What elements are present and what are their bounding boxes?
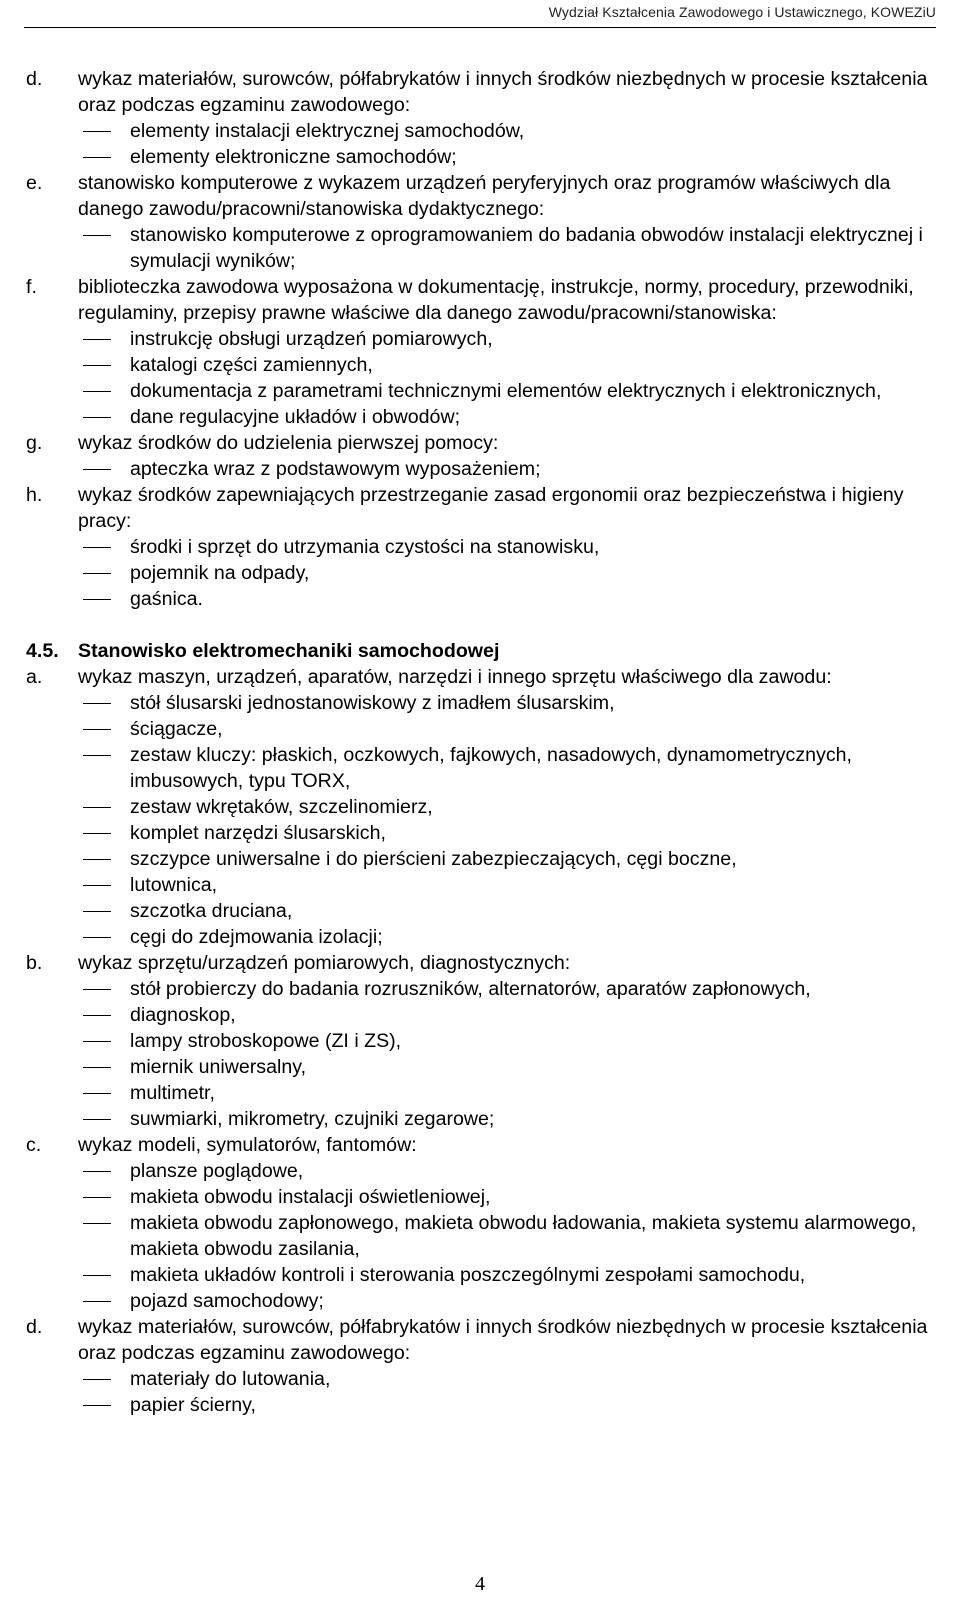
sub-list-item-text: zestaw wkrętaków, szczelinomierz, bbox=[130, 796, 433, 818]
sub-list-item bbox=[78, 456, 940, 482]
list-item-heading bbox=[26, 66, 940, 118]
list-item-text: stanowisko komputerowe z wykazem urządzeń peryferyjnych oraz programów właściwych dla danego zawodu/pracowni/stanowiska dydaktycznego: bbox=[78, 172, 891, 220]
list-item-heading bbox=[26, 482, 940, 534]
dash-bullet bbox=[78, 456, 130, 482]
sub-list-item-text: lutownica, bbox=[130, 874, 218, 896]
sub-list bbox=[78, 976, 940, 1132]
dash-bullet bbox=[78, 1392, 130, 1418]
list-item-marker: e. bbox=[26, 172, 43, 194]
list-item-text: wykaz materiałów, surowców, półfabrykatów i innych środków niezbędnych w procesie kształcenia oraz podczas egzaminu zawodowego: bbox=[78, 1316, 928, 1364]
section-title: Stanowisko elektromechaniki samochodowej bbox=[78, 640, 500, 662]
list-item-text: wykaz środków do udzielenia pierwszej pomocy: bbox=[78, 432, 499, 454]
list-item-heading bbox=[26, 274, 940, 326]
sub-list-item-text: gaśnica. bbox=[130, 588, 203, 610]
sub-list-item-text: stanowisko komputerowe z oprogramowaniem do badania obwodów instalacji elektrycznej i symulacji wyników; bbox=[130, 224, 923, 272]
list-item-text: wykaz maszyn, urządzeń, aparatów, narzędzi i innego sprzętu właściwego dla zawodu: bbox=[78, 666, 832, 688]
sub-list-item bbox=[78, 1366, 940, 1392]
sub-list-item bbox=[78, 690, 940, 716]
sub-list bbox=[78, 118, 940, 170]
list-item-marker: a. bbox=[26, 666, 43, 688]
dash-bullet bbox=[78, 586, 130, 612]
dash-bullet bbox=[78, 924, 130, 950]
sub-list-item-text: elementy instalacji elektrycznej samochodów, bbox=[130, 120, 525, 142]
sub-list-item bbox=[78, 846, 940, 872]
sub-list bbox=[78, 326, 940, 430]
sub-list-item bbox=[78, 742, 940, 794]
sub-list-item bbox=[78, 1106, 940, 1132]
sub-list-item-text: multimetr, bbox=[130, 1082, 215, 1104]
dash-bullet bbox=[78, 976, 130, 1002]
sub-list-item bbox=[78, 872, 940, 898]
dash-bullet bbox=[78, 326, 130, 352]
sub-list-item bbox=[78, 378, 940, 404]
list-item-marker: d. bbox=[26, 68, 43, 90]
dash-bullet bbox=[78, 820, 130, 846]
dash-bullet bbox=[78, 1002, 130, 1028]
sub-list-item bbox=[78, 1392, 940, 1418]
sub-list-item-text: papier ścierny, bbox=[130, 1394, 256, 1416]
dash-bullet bbox=[78, 1158, 130, 1184]
sub-list-item bbox=[78, 1002, 940, 1028]
section-heading bbox=[26, 638, 940, 664]
sub-list-item bbox=[78, 222, 940, 274]
sub-list-item-text: apteczka wraz z podstawowym wyposażeniem; bbox=[130, 458, 541, 480]
list-item-heading bbox=[26, 950, 940, 976]
dash-bullet bbox=[78, 1366, 130, 1392]
list-item-marker: f. bbox=[26, 276, 37, 298]
sub-list-item-text: pojazd samochodowy; bbox=[130, 1290, 324, 1312]
list-item bbox=[26, 1132, 940, 1314]
sub-list-item-text: komplet narzędzi ślusarskich, bbox=[130, 822, 386, 844]
dash-bullet bbox=[78, 118, 130, 144]
list-item bbox=[26, 950, 940, 1132]
sub-list bbox=[78, 690, 940, 950]
sub-list-item bbox=[78, 1288, 940, 1314]
sub-list-item-text: cęgi do zdejmowania izolacji; bbox=[130, 926, 383, 948]
sub-list-item bbox=[78, 924, 940, 950]
list-item bbox=[26, 430, 940, 482]
list-item-text: wykaz modeli, symulatorów, fantomów: bbox=[78, 1134, 417, 1156]
sub-list-item-text: miernik uniwersalny, bbox=[130, 1056, 307, 1078]
sub-list-item bbox=[78, 1210, 940, 1262]
sub-list bbox=[78, 1158, 940, 1314]
sub-list-item bbox=[78, 1184, 940, 1210]
sub-list-item-text: zestaw kluczy: płaskich, oczkowych, fajkowych, nasadowych, dynamometrycznych, imbusowych, typu TORX, bbox=[130, 744, 852, 792]
sub-list-item-text: materiały do lutowania, bbox=[130, 1368, 331, 1390]
dash-bullet bbox=[78, 1028, 130, 1054]
sub-list-item bbox=[78, 118, 940, 144]
list-item-marker: c. bbox=[26, 1134, 42, 1156]
dash-bullet bbox=[78, 222, 130, 274]
sub-list-item bbox=[78, 144, 940, 170]
page-number: 4 bbox=[475, 1573, 485, 1595]
list-item-heading bbox=[26, 1132, 940, 1158]
sub-list-item bbox=[78, 326, 940, 352]
sub-list-item bbox=[78, 1080, 940, 1106]
sub-list-item-text: stół probierczy do badania rozruszników, alternatorów, aparatów zapłonowych, bbox=[130, 978, 811, 1000]
dash-bullet bbox=[78, 352, 130, 378]
sub-list-item bbox=[78, 716, 940, 742]
dash-bullet bbox=[78, 742, 130, 794]
dash-bullet bbox=[78, 534, 130, 560]
list-item-marker: d. bbox=[26, 1316, 43, 1338]
sub-list-item bbox=[78, 534, 940, 560]
sub-list-item bbox=[78, 1054, 940, 1080]
page-content bbox=[26, 66, 940, 1418]
sub-list-item-text: makieta układów kontroli i sterowania poszczególnymi zespołami samochodu, bbox=[130, 1264, 806, 1286]
list-item bbox=[26, 1314, 940, 1418]
list-item bbox=[26, 482, 940, 612]
sub-list bbox=[78, 534, 940, 612]
dash-bullet bbox=[78, 144, 130, 170]
list-section-4-5 bbox=[26, 664, 940, 1418]
section-number: 4.5. bbox=[26, 640, 59, 662]
sub-list-item-text: diagnoskop, bbox=[130, 1004, 236, 1026]
dash-bullet bbox=[78, 846, 130, 872]
sub-list-item-text: instrukcję obsługi urządzeń pomiarowych, bbox=[130, 328, 493, 350]
sub-list bbox=[78, 456, 940, 482]
dash-bullet bbox=[78, 1184, 130, 1210]
sub-list-item-text: szczypce uniwersalne i do pierścieni zabezpieczających, cęgi boczne, bbox=[130, 848, 737, 870]
sub-list-item bbox=[78, 1158, 940, 1184]
dash-bullet bbox=[78, 872, 130, 898]
list-item-heading bbox=[26, 170, 940, 222]
sub-list-item-text: plansze poglądowe, bbox=[130, 1160, 304, 1182]
sub-list-item-text: stół ślusarski jednostanowiskowy z imadłem ślusarskim, bbox=[130, 692, 615, 714]
sub-list-item-text: ściągacze, bbox=[130, 718, 223, 740]
sub-list-item-text: dokumentacja z parametrami technicznymi elementów elektrycznych i elektronicznych, bbox=[130, 380, 882, 402]
list-item-text: wykaz środków zapewniających przestrzeganie zasad ergonomii oraz bezpieczeństwa i higieny pracy: bbox=[78, 484, 904, 532]
sub-list-item-text: suwmiarki, mikrometry, czujniki zegarowe; bbox=[130, 1108, 495, 1130]
sub-list-item bbox=[78, 1262, 940, 1288]
sub-list-item-text: pojemnik na odpady, bbox=[130, 562, 310, 584]
sub-list-item-text: makieta obwodu instalacji oświetleniowej, bbox=[130, 1186, 491, 1208]
dash-bullet bbox=[78, 1080, 130, 1106]
list-item bbox=[26, 66, 940, 170]
sub-list-item bbox=[78, 586, 940, 612]
list-item-text: wykaz sprzętu/urządzeń pomiarowych, diagnostycznych: bbox=[78, 952, 571, 974]
sub-list bbox=[78, 1366, 940, 1418]
dash-bullet bbox=[78, 1054, 130, 1080]
sub-list-item bbox=[78, 820, 940, 846]
sub-list-item-text: lampy stroboskopowe (ZI i ZS), bbox=[130, 1030, 402, 1052]
header-rule bbox=[24, 27, 936, 28]
dash-bullet bbox=[78, 1106, 130, 1132]
list-item bbox=[26, 664, 940, 950]
sub-list-item bbox=[78, 560, 940, 586]
dash-bullet bbox=[78, 378, 130, 404]
sub-list-item-text: dane regulacyjne układów i obwodów; bbox=[130, 406, 461, 428]
dash-bullet bbox=[78, 404, 130, 430]
sub-list-item-text: makieta obwodu zapłonowego, makieta obwodu ładowania, makieta systemu alarmowego, makieta obwodu zasilania, bbox=[130, 1212, 917, 1260]
dash-bullet bbox=[78, 716, 130, 742]
list-item-marker: g. bbox=[26, 432, 43, 454]
running-header: Wydział Kształcenia Zawodowego i Ustawicznego, KOWEZiU bbox=[548, 4, 936, 20]
list-previous-section bbox=[26, 66, 940, 612]
list-item-heading bbox=[26, 664, 940, 690]
sub-list-item bbox=[78, 794, 940, 820]
list-item bbox=[26, 170, 940, 274]
list-item-text: biblioteczka zawodowa wyposażona w dokumentację, instrukcje, normy, procedury, przewodniki, regulaminy, przepisy prawne właściwe dla danego zawodu/pracowni/stanowiska: bbox=[78, 276, 914, 324]
dash-bullet bbox=[78, 690, 130, 716]
sub-list bbox=[78, 222, 940, 274]
dash-bullet bbox=[78, 1262, 130, 1288]
list-item bbox=[26, 274, 940, 430]
dash-bullet bbox=[78, 1210, 130, 1262]
list-item-marker: h. bbox=[26, 484, 43, 506]
sub-list-item-text: katalogi części zamiennych, bbox=[130, 354, 373, 376]
dash-bullet bbox=[78, 1288, 130, 1314]
list-item-marker: b. bbox=[26, 952, 43, 974]
sub-list-item-text: elementy elektroniczne samochodów; bbox=[130, 146, 457, 168]
list-item-text: wykaz materiałów, surowców, półfabrykatów i innych środków niezbędnych w procesie kształcenia oraz podczas egzaminu zawodowego: bbox=[78, 68, 928, 116]
list-item-heading bbox=[26, 1314, 940, 1366]
sub-list-item bbox=[78, 898, 940, 924]
sub-list-item bbox=[78, 1028, 940, 1054]
dash-bullet bbox=[78, 898, 130, 924]
sub-list-item bbox=[78, 352, 940, 378]
sub-list-item-text: środki i sprzęt do utrzymania czystości na stanowisku, bbox=[130, 536, 600, 558]
sub-list-item bbox=[78, 976, 940, 1002]
sub-list-item-text: szczotka druciana, bbox=[130, 900, 293, 922]
list-item-heading bbox=[26, 430, 940, 456]
dash-bullet bbox=[78, 560, 130, 586]
sub-list-item bbox=[78, 404, 940, 430]
dash-bullet bbox=[78, 794, 130, 820]
